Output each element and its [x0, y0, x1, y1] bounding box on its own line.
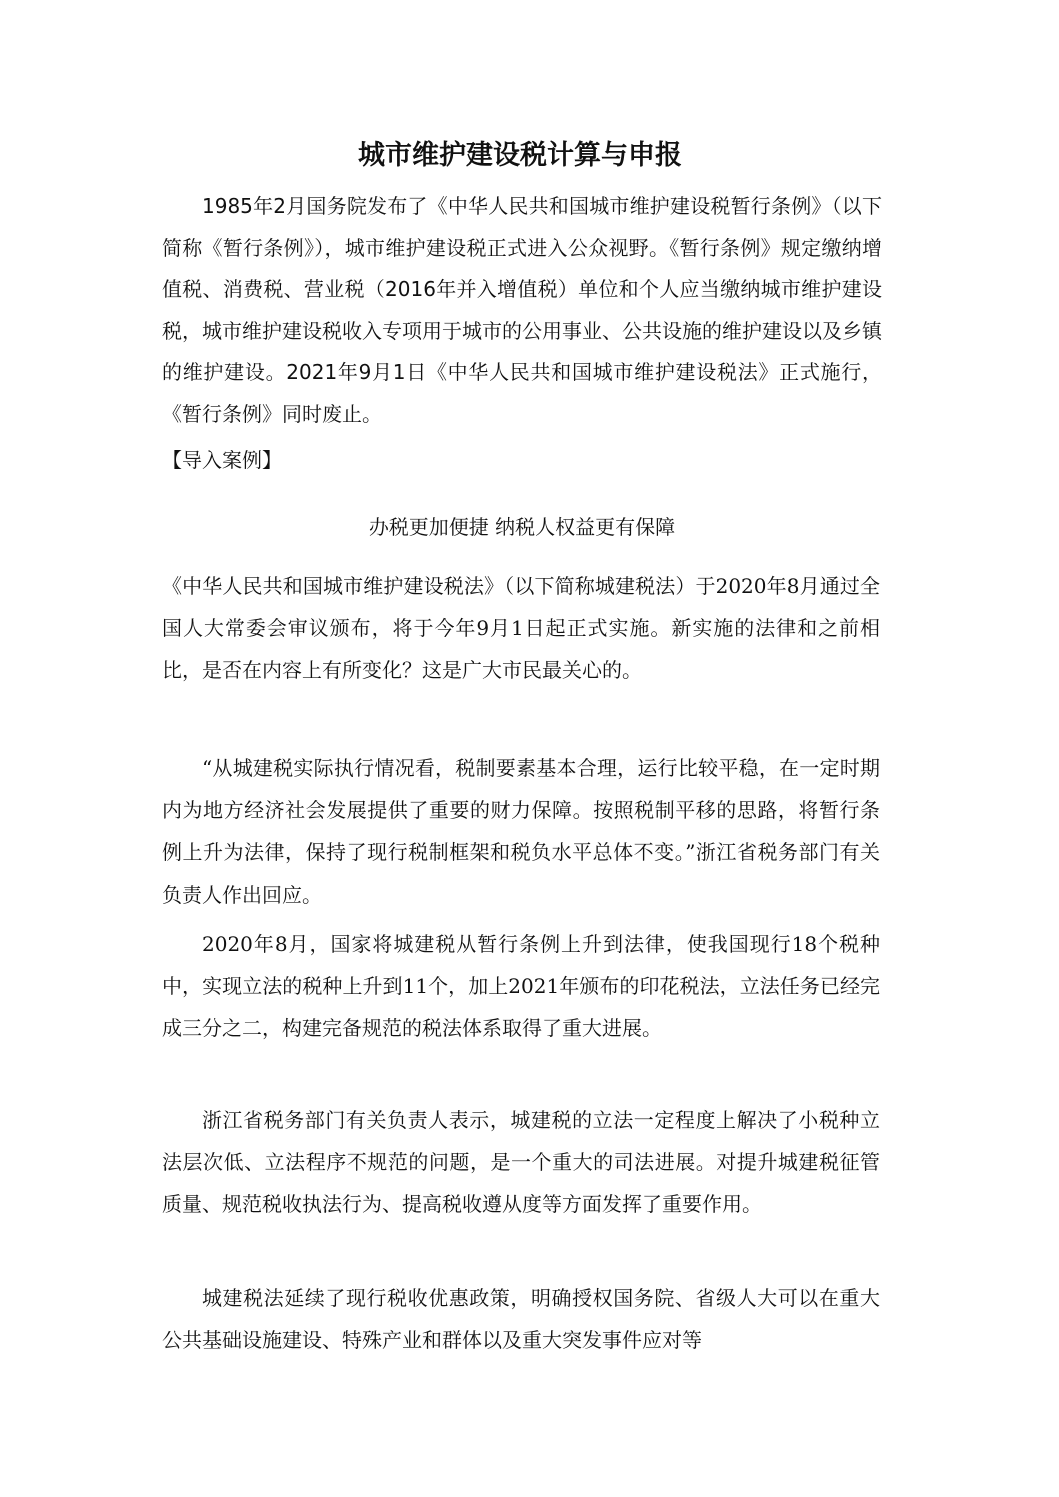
document-title: 城市维护建设税计算与申报	[358, 140, 682, 171]
case-section-label: 【导入案例】	[162, 448, 282, 472]
case-paragraph-3: 2020年8月，国家将城建税从暂行条例上升到法律，使我国现行18个税种中，实现立法的税种上升到11个，加上2021年颁布的印花税法，立法任务已经完成三分之二，构建完备规范的税法体系取得了重大进展。	[162, 932, 880, 1041]
case-paragraph-4: 浙江省税务部门有关负责人表示，城建税的立法一定程度上解决了小税种立法层次低、立法程序不规范的问题，是一个重大的司法进展。对提升城建税征管质量、规范税收执法行为、提高税收遵从度等方面发挥了重要作用。	[162, 1108, 880, 1217]
case-paragraph-2: “从城建税实际执行情况看，税制要素基本合理，运行比较平稳，在一定时期内为地方经济社会发展提供了重要的财力保障。按照税制平移的思路，将暂行条例上升为法律，保持了现行税制框架和税负水平总体不变。”浙江省税务部门有关负责人作出回应。	[162, 756, 880, 907]
case-paragraph-1: 《中华人民共和国城市维护建设税法》（以下简称城建税法）于2020年8月通过全国人大常委会审议颁布，将于今年9月1日起正式实施。新实施的法律和之前相比，是否在内容上有所变化？这是广大市民最关心的。	[162, 574, 880, 683]
case-paragraph-5: 城建税法延续了现行税收优惠政策，明确授权国务院、省级人大可以在重大公共基础设施建设、特殊产业和群体以及重大突发事件应对等	[162, 1286, 880, 1353]
case-title: 办税更加便捷 纳税人权益更有保障	[368, 515, 676, 539]
intro-paragraph: 1985年2月国务院发布了《中华人民共和国城市维护建设税暂行条例》（以下简称《暂行条例》），城市维护建设税正式进入公众视野。《暂行条例》规定缴纳增值税、消费税、营业税（2016年并入增值税）单位和个人应当缴纳城市维护建设税，城市维护建设税收入专项用于城市的公用事业、公共设施的维护建设以及乡镇的维护建设。2021年9月1日《中华人民共和国城市维护建设税法》正式施行，《暂行条例》同时废止。	[162, 194, 882, 426]
